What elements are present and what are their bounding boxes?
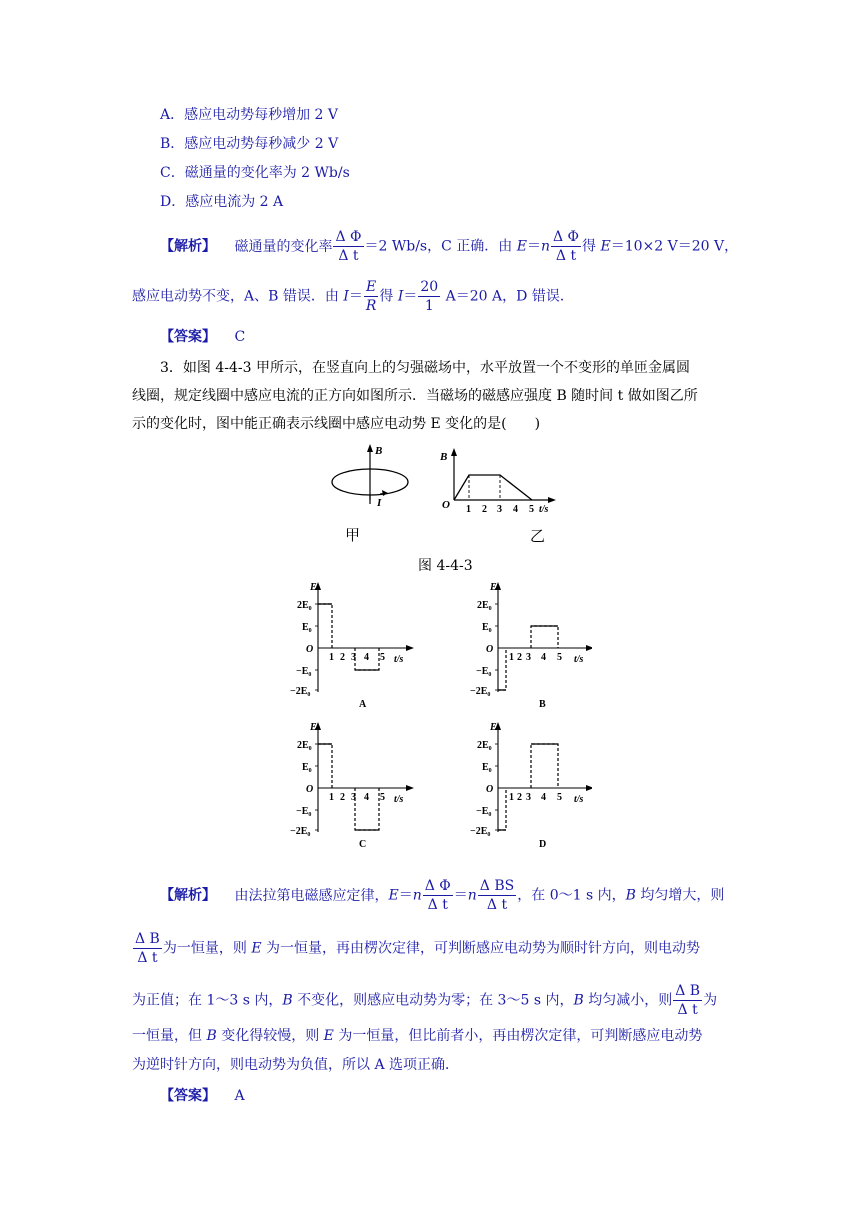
- option-c: C．磁通量的变化率为 2 Wb/s: [160, 165, 350, 181]
- tick-3: 3: [351, 652, 356, 663]
- graph-E-label: E: [310, 582, 317, 593]
- symbol-E: E: [516, 238, 527, 255]
- tick-2: 2: [340, 652, 345, 663]
- graph-ts-label: t/s: [394, 654, 404, 665]
- symbol-I: I: [397, 288, 404, 305]
- tick-2: 2: [340, 792, 345, 803]
- fraction-denominator: Δ t: [486, 897, 508, 913]
- q2-analysis-line1: [160, 228, 738, 265]
- fig-yi-B: B: [440, 451, 448, 463]
- graph-m2E0-label: −2E₀: [470, 826, 491, 837]
- q3-analysis-line1: [160, 877, 724, 914]
- analysis-text: ＝: [348, 288, 363, 305]
- symbol-n: n: [467, 887, 477, 904]
- tick-1: 1: [509, 792, 514, 803]
- symbol-E: E: [388, 887, 399, 904]
- tick-3: 3: [351, 792, 356, 803]
- graph-b-label: B: [539, 699, 546, 710]
- answer-tag: 【答案】: [160, 1088, 216, 1104]
- fraction-numerator: Δ B: [135, 931, 160, 947]
- analysis-text: 得: [582, 238, 601, 255]
- q3-analysis-line2: [132, 930, 700, 967]
- fraction-denominator: Δ t: [137, 950, 158, 966]
- fig-yi-O: O: [442, 499, 450, 511]
- fig-yi-ts: t/s: [539, 504, 549, 515]
- analysis-text: 为一恒量，则: [162, 940, 252, 957]
- analysis-text: ＝: [526, 238, 541, 255]
- graph-2E0-label: 2E₀: [297, 600, 312, 611]
- graph-m2E0-label: −2E₀: [290, 686, 311, 697]
- graph-E0-label: E₀: [482, 622, 492, 633]
- fraction-denominator: Δ t: [427, 897, 448, 913]
- tick-1: 1: [466, 504, 471, 515]
- symbol-n: n: [412, 887, 422, 904]
- fig-label-I: I: [377, 497, 382, 509]
- analysis-text: ＝10×2 V＝20 V，: [610, 238, 739, 255]
- answer-value: A: [234, 1088, 245, 1104]
- option-a: A．感应电动势每秒增加 2 V: [160, 107, 339, 123]
- fraction-numerator: Δ BS: [479, 878, 515, 894]
- analysis-text: 为正值；在 1～3 s 内，: [132, 992, 283, 1009]
- analysis-text: 得: [379, 288, 398, 305]
- tick-5: 5: [557, 792, 562, 803]
- q3-stem-line3: 示的变化时，图中能正确表示线圈中感应电动势 E 变化的是( ): [132, 416, 541, 432]
- graph-d-label: D: [539, 839, 547, 850]
- fig-label-B: B: [375, 445, 383, 457]
- fraction-numerator: Δ Φ: [424, 878, 451, 894]
- fraction-numerator: Δ B: [675, 983, 701, 999]
- analysis-text: ＝2 Wb/s，C 正确．由: [364, 238, 517, 255]
- q3-analysis-line5: 为逆时针方向，则电动势为负值，所以 A 选项正确．: [132, 1057, 460, 1073]
- analysis-text: 磁通量的变化率: [234, 238, 333, 255]
- graph-m2E0-label: −2E₀: [290, 826, 311, 837]
- graph-a-label: A: [359, 699, 367, 710]
- graph-a: [290, 582, 414, 710]
- analysis-text: 均匀减小，则: [583, 992, 673, 1009]
- fraction-numerator: Δ Φ: [335, 229, 362, 245]
- tick-2: 2: [517, 792, 522, 803]
- fraction: [364, 278, 379, 315]
- tick-2: 2: [517, 652, 522, 663]
- graph-mE0-label: −E₀: [476, 666, 492, 677]
- tick-5: 5: [557, 652, 562, 663]
- fraction-denominator: Δ t: [555, 248, 577, 264]
- analysis-text: 一恒量，但: [132, 1028, 207, 1044]
- tick-4: 4: [541, 652, 546, 663]
- fraction: [551, 228, 581, 265]
- graph-O-label: O: [486, 644, 494, 655]
- graph-mE0-label: −E₀: [296, 806, 312, 817]
- fraction-denominator: R: [365, 298, 377, 314]
- fraction-denominator: Δ t: [338, 248, 359, 264]
- coil-diagram: [332, 444, 408, 509]
- graph-O-label: O: [306, 644, 314, 655]
- analysis-text: 变化得较慢，则: [216, 1028, 324, 1044]
- fraction-numerator: E: [364, 278, 379, 297]
- graph-2E0-label: 2E₀: [477, 600, 492, 611]
- q3-analysis-line4: [132, 1026, 702, 1046]
- answer-tag: 【答案】: [160, 329, 216, 345]
- fig-label-jia: 甲: [345, 526, 361, 544]
- graph-E0-label: E₀: [302, 622, 312, 633]
- fraction: [673, 982, 702, 1019]
- tick-3: 3: [526, 792, 531, 803]
- symbol-I: I: [343, 288, 349, 305]
- fraction: [478, 877, 516, 914]
- graph-2E0-label: 2E₀: [297, 740, 312, 751]
- graph-E-label: E: [490, 582, 497, 593]
- fraction-numerator: 20: [420, 279, 439, 295]
- graph-E-label: E: [310, 722, 317, 733]
- symbol-B: B: [206, 1028, 217, 1044]
- symbol-n: n: [540, 238, 550, 255]
- symbol-B: B: [282, 992, 293, 1009]
- q3-analysis-line3: [132, 982, 717, 1019]
- analysis-text: ＝: [398, 887, 413, 904]
- graph-m2E0-label: −2E₀: [470, 686, 491, 697]
- analysis-text: 为: [703, 992, 718, 1009]
- graph-c: [290, 722, 414, 850]
- analysis-text: ＝: [403, 288, 418, 305]
- q3-stem-line2: 线圈，规定线圈中感应电流的正方向如图所示．当磁场的磁感应强度 B 随时间 t 做如图乙所: [132, 388, 698, 404]
- tick-4: 4: [513, 504, 518, 515]
- analysis-text: A＝20 A，D 错误．: [441, 288, 574, 305]
- symbol-E: E: [600, 238, 611, 255]
- analysis-text: 不变化，则感应电动势为零；在 3～5 s 内，: [292, 992, 574, 1009]
- fraction: [418, 278, 440, 315]
- analysis-text: 由法拉第电磁感应定律，: [234, 887, 389, 904]
- tick-3: 3: [497, 504, 502, 515]
- q3-stem-line1: 3．如图 4-4-3 甲所示，在竖直向上的匀强磁场中，水平放置一个不变形的单匝金属圆: [160, 360, 690, 376]
- analysis-tag: 【解析】: [160, 238, 216, 255]
- analysis-text: 为一恒量，再由楞次定律，可判断感应电动势为顺时针方向，则电动势: [261, 940, 700, 957]
- graph-mE0-label: −E₀: [296, 666, 312, 677]
- answer-value: C: [234, 329, 246, 345]
- b-curve: [454, 475, 532, 500]
- q2-analysis-line2: [132, 278, 574, 315]
- tick-5: 5: [380, 792, 385, 803]
- fraction-denominator: 1: [424, 298, 434, 314]
- fraction: [423, 877, 453, 914]
- graph-ts-label: t/s: [574, 794, 584, 805]
- analysis-text: 均匀增大，则: [635, 887, 725, 904]
- tick-5: 5: [380, 652, 385, 663]
- graph-c-label: C: [359, 839, 367, 850]
- analysis-text: 为一恒量，但比前者小，再由楞次定律，可判断感应电动势: [333, 1028, 703, 1044]
- analysis-tag: 【解析】: [160, 887, 216, 904]
- tick-4: 4: [541, 792, 546, 803]
- tick-1: 1: [509, 652, 514, 663]
- graph-d: [470, 722, 592, 850]
- fraction: [133, 930, 162, 967]
- option-d: D．感应电流为 2 A: [160, 194, 284, 210]
- graph-mE0-label: −E₀: [476, 806, 492, 817]
- graph-O-label: O: [486, 784, 494, 795]
- option-b: B．感应电动势每秒减少 2 V: [160, 136, 339, 152]
- fraction-numerator: Δ Φ: [553, 229, 580, 245]
- q3-answer-line: [160, 1086, 245, 1106]
- symbol-B: B: [625, 887, 636, 904]
- graph-E0-label: E₀: [302, 762, 312, 773]
- analysis-text: 感应电动势不变，A、B 错误．由: [132, 288, 344, 305]
- tick-2: 2: [482, 504, 487, 515]
- tick-1: 1: [329, 792, 334, 803]
- graph-ts-label: t/s: [574, 654, 584, 665]
- fig-label-yi: 乙: [530, 527, 546, 545]
- graph-E-label: E: [490, 722, 497, 733]
- tick-3: 3: [526, 652, 531, 663]
- graph-2E0-label: 2E₀: [477, 740, 492, 751]
- b-t-graph: [439, 448, 556, 515]
- answer-graphs: [282, 580, 592, 860]
- graph-E0-label: E₀: [482, 762, 492, 773]
- symbol-E: E: [323, 1028, 334, 1044]
- graph-b: [470, 582, 592, 710]
- fraction: [333, 228, 363, 265]
- tick-1: 1: [329, 652, 334, 663]
- q2-answer-line: [160, 327, 245, 347]
- graph-ts-label: t/s: [394, 794, 404, 805]
- symbol-B: B: [573, 992, 584, 1009]
- fraction-denominator: Δ t: [677, 1002, 698, 1018]
- analysis-text: ＝: [453, 887, 468, 904]
- tick-4: 4: [364, 652, 369, 663]
- analysis-text: ，在 0～1 s 内，: [517, 887, 626, 904]
- tick-4: 4: [364, 792, 369, 803]
- fig-caption: 图 4-4-3: [418, 558, 473, 574]
- symbol-E: E: [251, 940, 262, 957]
- tick-5: 5: [529, 504, 534, 515]
- graph-O-label: O: [306, 784, 314, 795]
